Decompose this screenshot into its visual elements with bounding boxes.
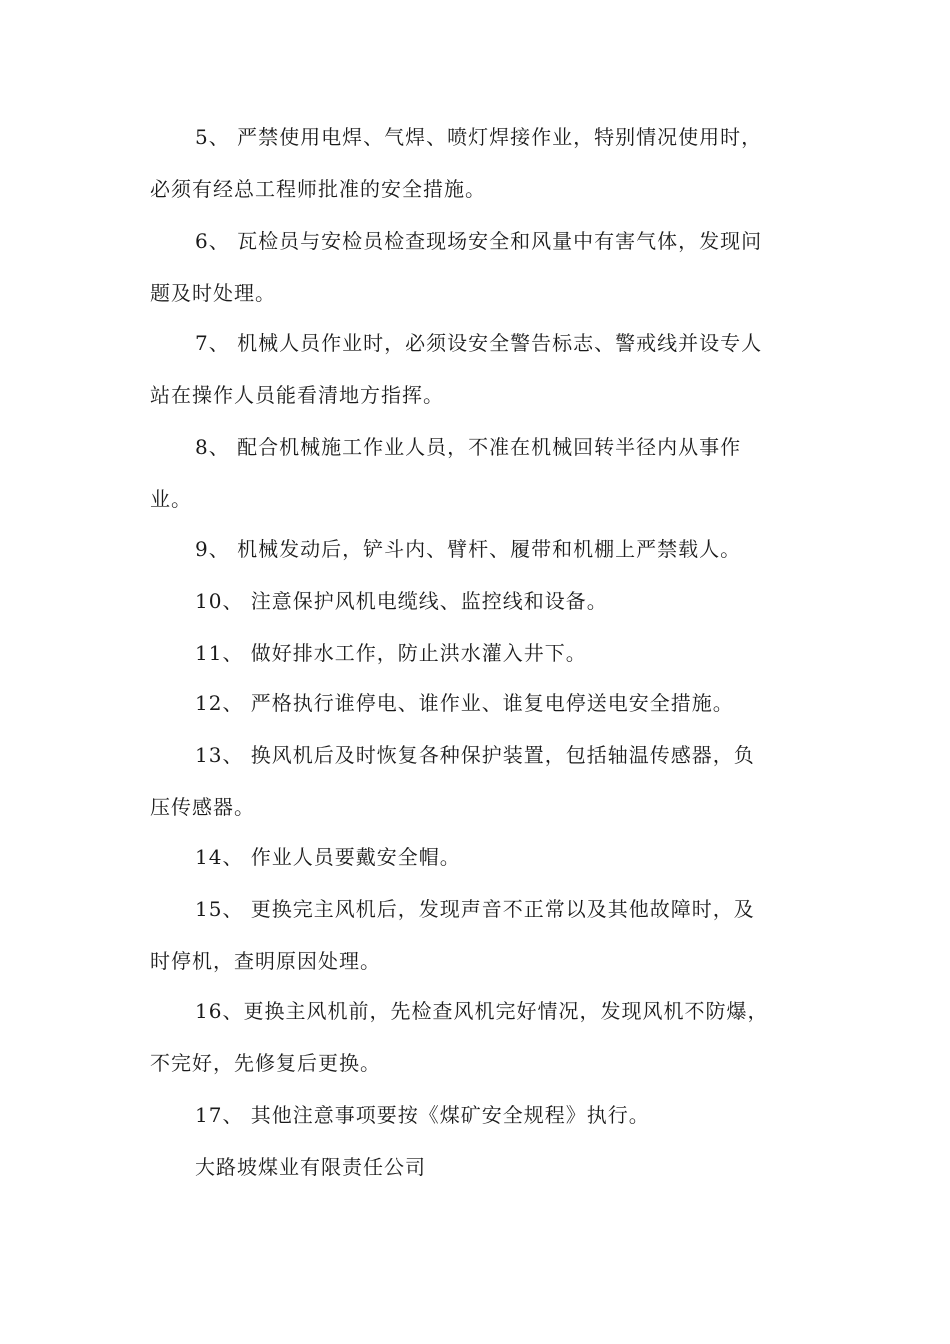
item-16-line-1: 16、更换主风机前，先检查风机完好情况，发现风机不防爆， bbox=[195, 999, 769, 1023]
item-11-line-1: 11、 做好排水工作，防止洪水灌入井下。 bbox=[195, 641, 587, 665]
item-7-line-1: 7、 机械人员作业时，必须设安全警告标志、警戒线并设专人 bbox=[195, 331, 763, 355]
company-name: 大路坡煤业有限责任公司 bbox=[195, 1155, 426, 1179]
item-10-line-1: 10、 注意保护风机电缆线、监控线和设备。 bbox=[195, 589, 608, 613]
item-5-line-2: 必须有经总工程师批准的安全措施。 bbox=[150, 177, 486, 201]
item-6-line-1: 6、 瓦检员与安检员检查现场安全和风量中有害气体，发现问 bbox=[195, 229, 763, 253]
item-5-line-1: 5、 严禁使用电焊、气焊、喷灯焊接作业，特别情况使用时， bbox=[195, 125, 763, 149]
item-13-line-1: 13、 换风机后及时恢复各种保护装置，包括轴温传感器，负 bbox=[195, 743, 755, 767]
item-8-line-2: 业。 bbox=[150, 487, 192, 511]
item-14-line-1: 14、 作业人员要戴安全帽。 bbox=[195, 845, 461, 869]
item-6-line-2: 题及时处理。 bbox=[150, 281, 276, 305]
item-15-line-1: 15、 更换完主风机后，发现声音不正常以及其他故障时，及 bbox=[195, 897, 755, 921]
item-15-line-2: 时停机，查明原因处理。 bbox=[150, 949, 381, 973]
item-7-line-2: 站在操作人员能看清地方指挥。 bbox=[150, 383, 444, 407]
item-17-line-1: 17、 其他注意事项要按《煤矿安全规程》执行。 bbox=[195, 1103, 650, 1127]
item-8-line-1: 8、 配合机械施工作业人员，不准在机械回转半径内从事作 bbox=[195, 435, 742, 459]
item-13-line-2: 压传感器。 bbox=[150, 795, 255, 819]
item-9-line-1: 9、 机械发动后，铲斗内、臂杆、履带和机棚上严禁载人。 bbox=[195, 537, 742, 561]
item-12-line-1: 12、 严格执行谁停电、谁作业、谁复电停送电安全措施。 bbox=[195, 691, 734, 715]
item-16-line-2: 不完好，先修复后更换。 bbox=[150, 1051, 381, 1075]
